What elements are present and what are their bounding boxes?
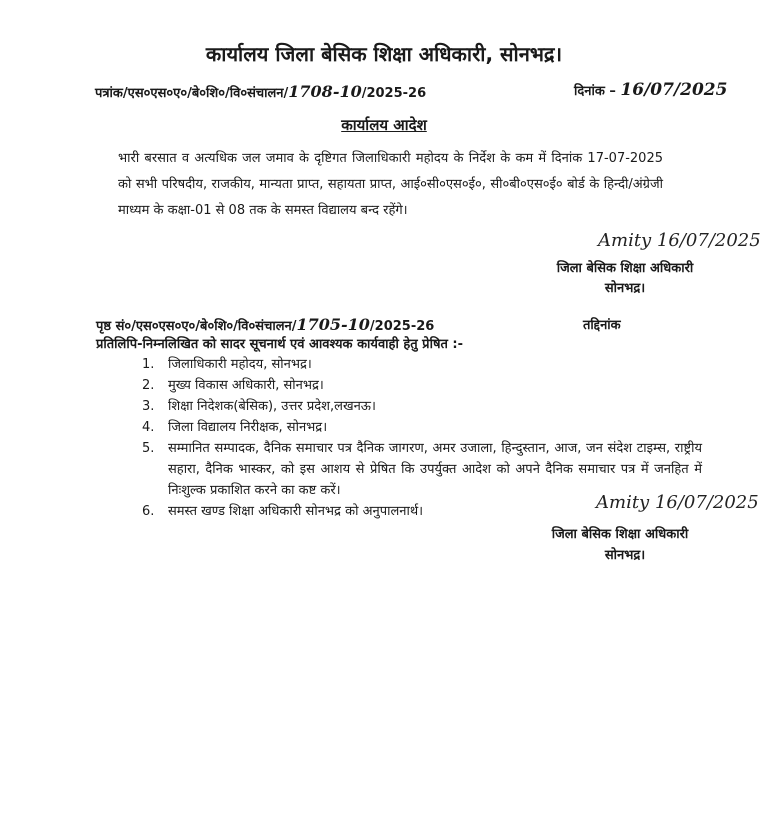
list-item: 1. जिलाधिकारी महोदय, सोनभद्र।: [142, 357, 312, 372]
copy-intro: प्रतिलिपि-निम्नलिखित को सादर सूचनार्थ एवं आवश्यक कार्यवाही हेतु प्रेषित :-: [96, 337, 463, 352]
ref-suffix: /2025-26: [361, 86, 427, 101]
order-heading: कार्यालय आदेश: [341, 116, 427, 134]
letter-reference: [95, 82, 426, 101]
list-item: 3. शिक्षा निदेशक(बेसिक), उत्तर प्रदेश,लखनऊ।: [142, 399, 376, 414]
date-label: दिनांक –: [574, 84, 616, 99]
signatory-place: सोनभद्र।: [604, 281, 646, 296]
signatory-place: सोनभद्र।: [604, 548, 646, 563]
list-item: 6. समस्त खण्ड शिक्षा अधिकारी सोनभद्र को अनुपालनार्थ।: [142, 504, 424, 519]
list-item: 4. जिला विद्यालय निरीक्षक, सोनभद्र।: [142, 420, 328, 435]
order-body: भारी बरसात व अत्यधिक जल जमाव के दृष्टिगत जिलाधिकारी महोदय के निर्देश के कम में दिनांक 17-07-2025 को सभी परिषदीय, राजकीय, मान्यता प्राप्त, सहायता प्राप्त, आई०सी०एस०ई०, सी०बी०एस०ई० बोर्ड के हिन्दी/अंग्रेजी माध्यम के कक्षा-01 से 08 तक के समस्त विद्यालय बन्द रहेंगे।: [118, 151, 663, 218]
signatory-designation: जिला बेसिक शिक्षा अधिकारी: [556, 261, 694, 276]
office-title: कार्यालय जिला बेसिक शिक्षा अधिकारी, सोनभद्र।: [205, 42, 563, 66]
ref-number-handwritten: 1708-10: [288, 82, 362, 101]
copy-ref-number-handwritten: 1705-10: [296, 315, 370, 334]
list-item: 2. मुख्य विकास अधिकारी, सोनभद्र।: [142, 378, 324, 393]
list-item: 5. सम्मानित सम्पादक, दैनिक समाचार पत्र दैनिक जागरण, अमर उजाला, हिन्दुस्तान, आज, जन संदेश टाइम्स, राष्ट्रीय सहारा, दैनिक भास्कर, को इस आशय से प्रेषित कि उपर्युक्त आदेश को अपने दैनिक समाचार पत्र में जनहित में निःशुल्क प्रकाशित करने का कष्ट करें।: [142, 441, 702, 498]
copy-ref-suffix: /2025-26: [369, 319, 435, 334]
ref-prefix: पत्रांक/एस०एस०ए०/बे०शि०/वि०संचालन/: [95, 86, 289, 101]
copy-date-label: तद्दिनांक: [583, 318, 621, 333]
letter-date: [574, 80, 727, 100]
signature-scrawl: Amity 16/07/2025: [596, 492, 759, 513]
signature-scrawl: Amity 16/07/2025: [598, 230, 761, 251]
signatory-designation: जिला बेसिक शिक्षा अधिकारी: [551, 527, 689, 542]
date-value-handwritten: 16/07/2025: [620, 80, 728, 100]
copy-ref-prefix: पृष्ठ सं०/एस०एस०ए०/बे०शि०/वि०संचालन/: [96, 319, 297, 334]
copy-reference: [96, 315, 434, 334]
